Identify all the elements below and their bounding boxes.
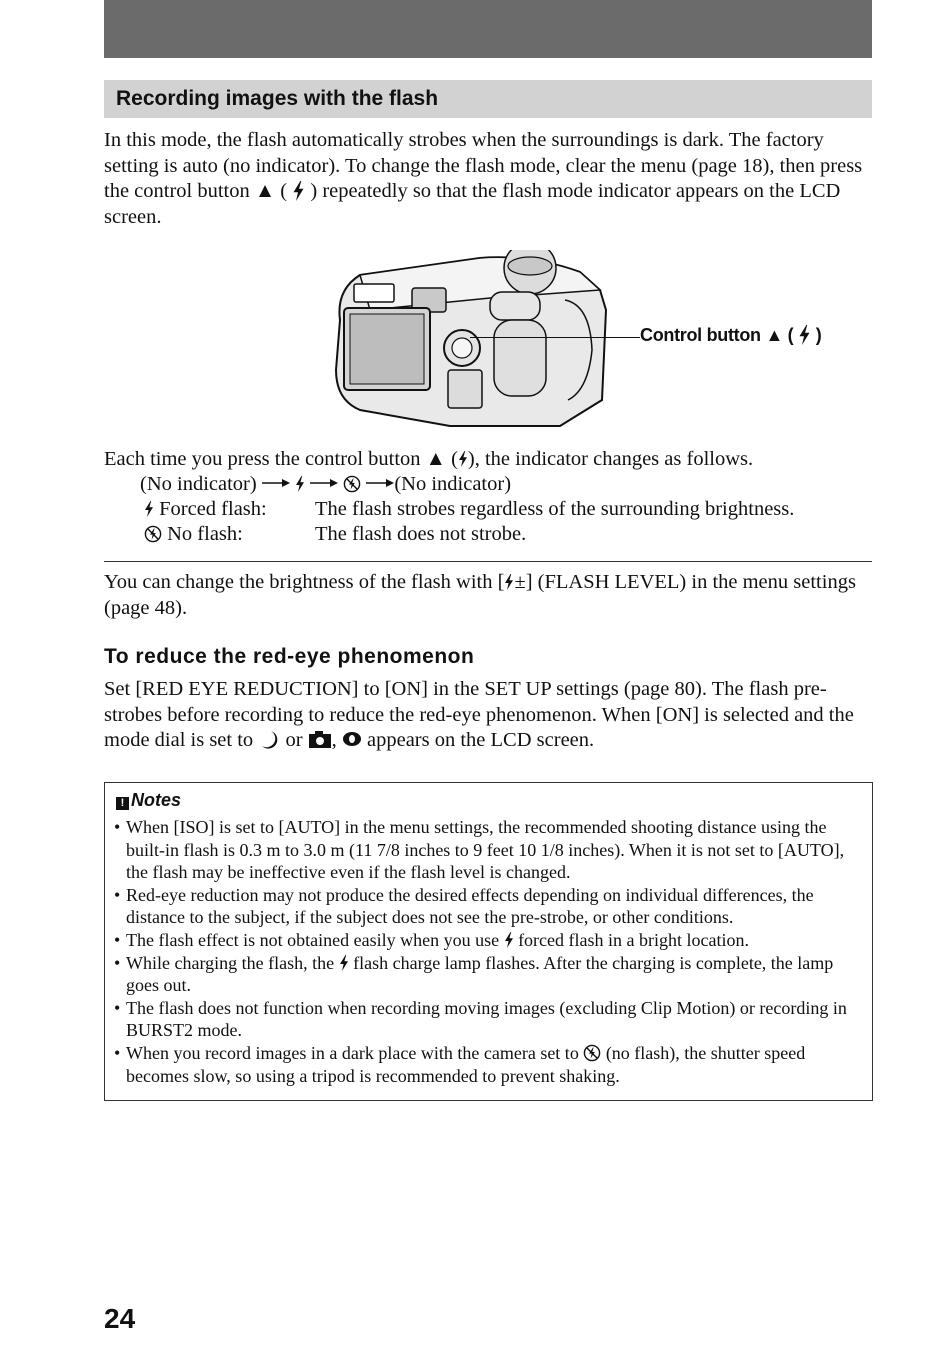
- note-item: • The flash does not function when recording moving images (excluding Clip Motion) or recording in BURST2 mode.: [114, 997, 862, 1042]
- camera-mode-icon: [308, 730, 332, 748]
- no-flash-icon: [144, 525, 162, 543]
- callout-line: [470, 337, 640, 338]
- flash-icon: [144, 501, 154, 517]
- note-item: • When you record images in a dark place with the camera set to (no flash), the shutter speed becomes slow, so using a tripod is recommended to prevent shaking.: [114, 1042, 862, 1087]
- intro-text-part2: ) repeatedly so that the flash mode indicator appears on the LCD screen.: [104, 180, 841, 228]
- arrow-right-icon: [366, 478, 394, 488]
- divider: [104, 561, 872, 562]
- red-eye-icon: [342, 731, 362, 747]
- flash-icon: [798, 325, 811, 345]
- no-flash-icon: [343, 475, 361, 493]
- camera-illustration: [330, 250, 620, 430]
- flash-icon: [458, 451, 468, 467]
- indicator-sequence: (No indicator) (No indicator): [140, 473, 512, 495]
- control-button-callout: Control button ▲ ( ): [640, 325, 822, 345]
- page-number: 24: [104, 1303, 136, 1334]
- no-flash-desc: The flash does not strobe.: [315, 523, 527, 545]
- brightness-paragraph: You can change the brightness of the flash with [ ±] (FLASH LEVEL) in the menu settings (page 48).: [104, 571, 856, 619]
- note-item: • Red-eye reduction may not produce the desired effects depending on individual differences, the distance to the subject, if the subject does not see the pre-strobe, or other conditions.: [114, 884, 862, 929]
- flash-icon: [504, 932, 514, 948]
- no-flash-row: No flash:: [144, 522, 243, 547]
- flash-icon: [339, 955, 349, 971]
- note-item: • The flash effect is not obtained easily when you use forced flash in a bright location.: [114, 929, 862, 952]
- note-item: • When [ISO] is set to [AUTO] in the menu settings, the recommended shooting distance using the built-in flash is 0.3 m to 3.0 m (11 7/8 inches to 9 feet 10 1/8 inches). When it is not set to [AUTO], the flash may be ineffective even if the flash level is changed.: [114, 816, 862, 884]
- no-flash-icon: [583, 1044, 601, 1062]
- forced-flash-row: Forced flash:: [144, 497, 267, 522]
- section-title: Recording images with the flash: [104, 80, 872, 118]
- flash-icon: [504, 574, 514, 590]
- flash-icon: [295, 476, 305, 492]
- arrow-right-icon: [262, 478, 290, 488]
- notes-list: [114, 816, 862, 1087]
- forced-flash-desc: The flash strobes regardless of the surrounding brightness.: [315, 498, 795, 520]
- moon-icon: [258, 729, 280, 751]
- notes-title: ! Notes: [116, 790, 181, 811]
- note-item: • While charging the flash, the flash charge lamp flashes. After the charging is complete, the lamp goes out.: [114, 952, 862, 997]
- intro-text-part1: In this mode, the flash automatically strobes when the surroundings is dark. The factory setting is auto (no indicator). To change the flash mode, clear the menu (page 18), then press the control button ▲ (: [104, 129, 863, 202]
- intro-paragraph: [104, 128, 872, 230]
- sequence-intro: Each time you press the control button ▲ ( ), the indicator changes as follows.: [104, 448, 754, 470]
- arrow-right-icon: [310, 478, 338, 488]
- top-gray-bar: [104, 0, 872, 58]
- flash-icon: [292, 181, 305, 201]
- notes-icon: !: [116, 797, 129, 810]
- red-eye-paragraph: Set [RED EYE REDUCTION] to [ON] in the SET UP settings (page 80). The flash pre-strobes before recording to reduce the red-eye phenomenon. When [ON] is selected and the mode dial is set to or , appears on the LCD screen.: [104, 678, 854, 751]
- red-eye-heading: To reduce the red-eye phenomenon: [104, 645, 475, 668]
